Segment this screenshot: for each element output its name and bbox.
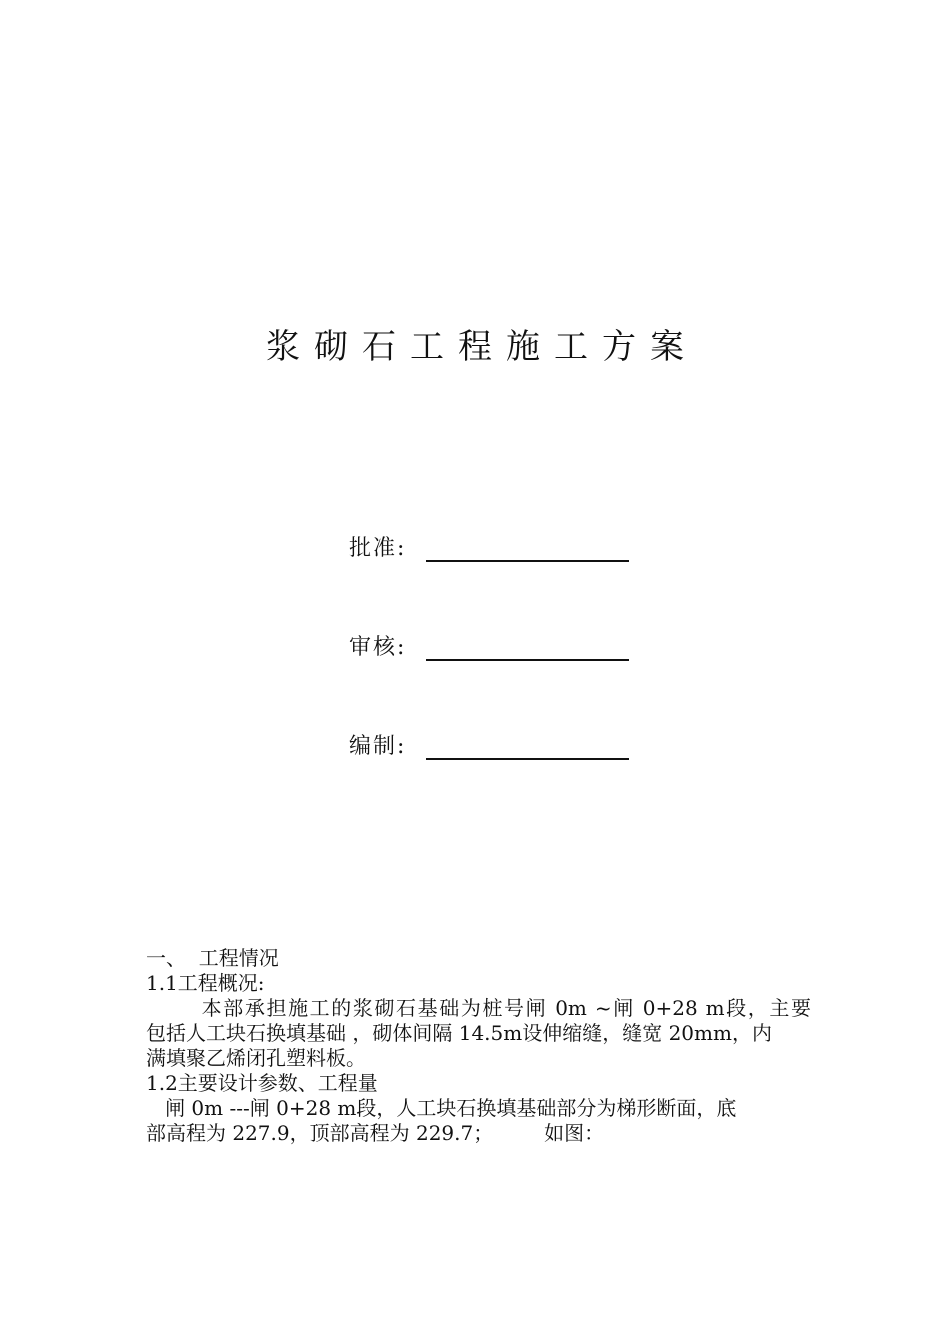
compiler-row bbox=[349, 731, 425, 763]
review-signature-line bbox=[426, 659, 629, 661]
paragraph-line: 包括人工块石换填基础 ，砌体间隔 14.5m设伸缩缝，缝宽 20mm，内 bbox=[146, 1021, 772, 1045]
project-overview-section bbox=[146, 946, 811, 1146]
compiler-label: 编制: bbox=[349, 734, 407, 759]
document-title: 浆砌石工程施工方案 bbox=[266, 327, 698, 367]
review-label: 审核: bbox=[349, 635, 407, 660]
paragraph-line: 满填聚乙烯闭孔塑料板。 bbox=[146, 1046, 366, 1070]
approval-label: 批准: bbox=[349, 536, 407, 561]
paragraph-line: 本部承担施工的浆砌石基础为桩号闸 0m ~闸 0+28 m段，主要 bbox=[146, 996, 811, 1020]
paragraph-line: 闸 0m ---闸 0+28 m段，人工块石换填基础部分为梯形断面，底 bbox=[146, 1096, 737, 1120]
approval-signature-line bbox=[426, 560, 629, 562]
subsection-heading: 1.1工程概况: bbox=[146, 971, 265, 995]
section-heading: 一、 工程情况 bbox=[146, 946, 279, 970]
review-row bbox=[349, 632, 425, 664]
approval-row bbox=[349, 533, 425, 565]
paragraph-line: 部高程为 227.9，顶部高程为 229.7； 如图： bbox=[146, 1121, 605, 1145]
subsection-heading: 1.2主要设计参数、工程量 bbox=[146, 1071, 378, 1095]
compiler-signature-line bbox=[426, 758, 629, 760]
